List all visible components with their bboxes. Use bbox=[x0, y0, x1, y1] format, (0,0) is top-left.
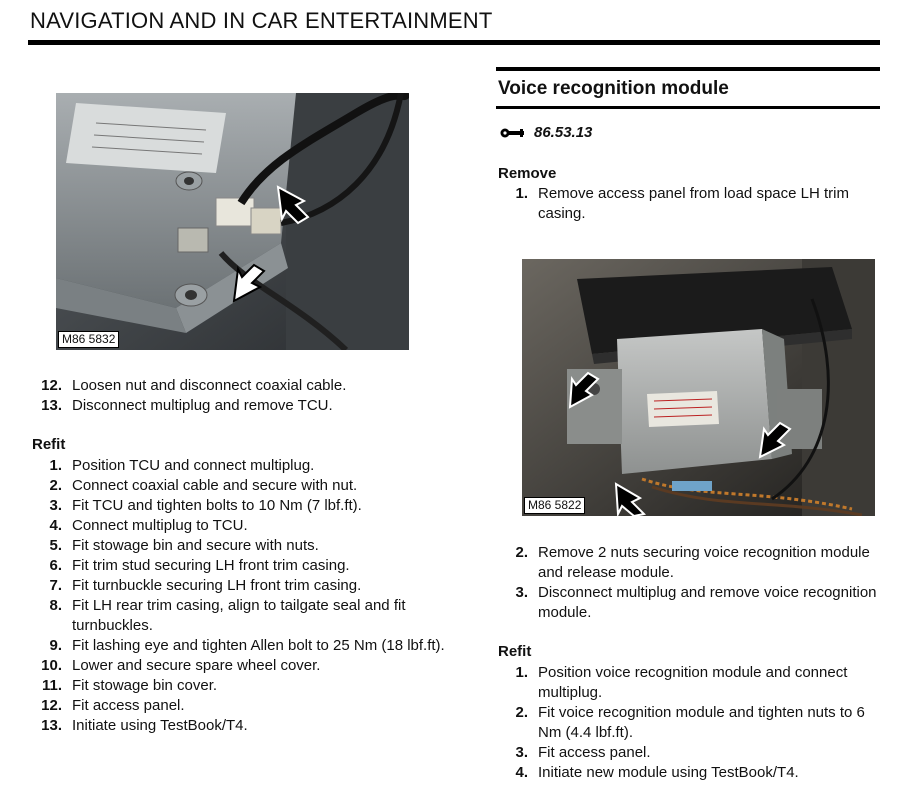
list-item: 9. Fit lashing eye and tighten Allen bolt to 25 Nm (18 lbf.ft). bbox=[49, 637, 445, 654]
list-item: 2. Fit voice recognition module and tighten nuts to 6 Nm (4.4 lbf.ft). bbox=[515, 704, 865, 741]
list-item: 2. Remove 2 nuts securing voice recognition module and release module. bbox=[515, 544, 870, 581]
section-rule-top bbox=[496, 67, 880, 71]
list-item: 3. Fit access panel. bbox=[515, 744, 651, 761]
operation-code: 86.53.13 bbox=[500, 124, 592, 141]
spanner-icon bbox=[500, 127, 526, 139]
list-item: 13. Initiate using TestBook/T4. bbox=[41, 717, 248, 734]
figure-label: M86 5822 bbox=[524, 497, 585, 514]
list-item: 3. Fit TCU and tighten bolts to 10 Nm (7 lbf.ft). bbox=[49, 497, 362, 514]
list-item: 1. Remove access panel from load space LH trim casing. bbox=[515, 185, 849, 222]
refit-heading: Refit bbox=[498, 643, 532, 660]
list-item: 8. Fit LH rear trim casing, align to tailgate seal and fit turnbuckles. bbox=[49, 597, 406, 634]
list-item: 10. Lower and secure spare wheel cover. bbox=[41, 657, 321, 674]
photo-voice-module bbox=[522, 259, 875, 516]
list-item: 1. Position TCU and connect multiplug. bbox=[49, 457, 315, 474]
section-title: Voice recognition module bbox=[498, 78, 729, 99]
list-item: 6. Fit trim stud securing LH front trim casing. bbox=[49, 557, 350, 574]
list-item: 7. Fit turnbuckle securing LH front trim casing. bbox=[49, 577, 362, 594]
page-title: NAVIGATION AND IN CAR ENTERTAINMENT bbox=[30, 8, 493, 33]
refit-heading: Refit bbox=[32, 436, 66, 453]
list-item: 2. Connect coaxial cable and secure with nut. bbox=[49, 477, 358, 494]
list-item: 12. Fit access panel. bbox=[41, 697, 185, 714]
refit-steps-list bbox=[32, 456, 452, 736]
list-item: 11. Fit stowage bin cover. bbox=[41, 677, 218, 694]
list-item: 1. Position voice recognition module and connect multiplug. bbox=[515, 664, 848, 701]
removal-steps-list bbox=[32, 376, 452, 416]
remove-steps-list bbox=[498, 184, 880, 224]
list-item: 4. Connect multiplug to TCU. bbox=[49, 517, 248, 534]
list-item: 3. Disconnect multiplug and remove voice recognition module. bbox=[515, 584, 877, 621]
remove-heading: Remove bbox=[498, 165, 557, 182]
list-item: 12. Loosen nut and disconnect coaxial cable. bbox=[41, 377, 347, 394]
section-rule-bottom bbox=[496, 106, 880, 109]
figure-label: M86 5832 bbox=[58, 331, 119, 348]
header-rule bbox=[28, 40, 880, 45]
remove-steps-continued-list bbox=[498, 543, 880, 623]
list-item: 13. Disconnect multiplug and remove TCU. bbox=[41, 397, 333, 414]
list-item: 5. Fit stowage bin and secure with nuts. bbox=[49, 537, 319, 554]
list-item: 4. Initiate new module using TestBook/T4. bbox=[515, 764, 799, 781]
refit-steps-list bbox=[498, 663, 880, 783]
photo-tcu bbox=[56, 93, 409, 350]
